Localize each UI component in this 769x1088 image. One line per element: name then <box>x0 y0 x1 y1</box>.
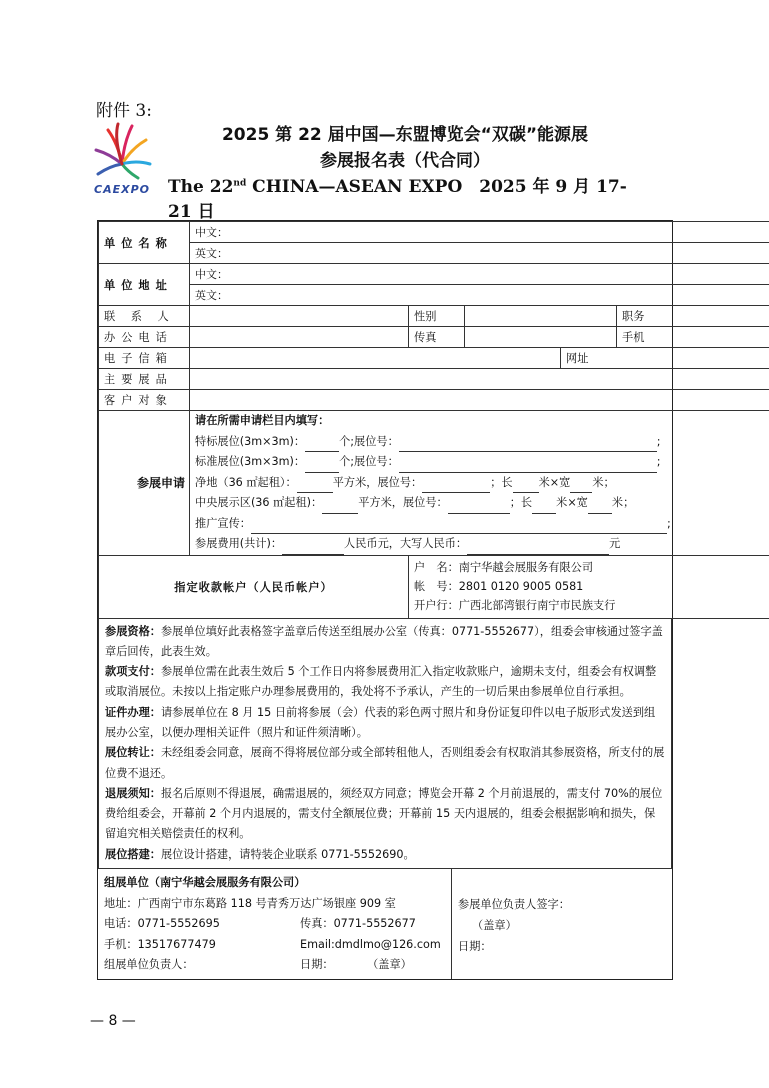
apply-line-special: 特标展位(3m×3m)： 个;展位号： ; <box>195 432 767 453</box>
fax-label: 传真 <box>409 327 465 348</box>
apply-line-promotion: 推广宣传： ; <box>195 514 767 535</box>
account-bank: 开户行：广西北部湾银行南宁市民族支行 <box>414 599 616 612</box>
raw-space-field[interactable] <box>422 479 490 493</box>
organizer-person: 组展单位负责人： <box>104 958 194 972</box>
unit-address-en-field[interactable]: 英文： <box>190 285 769 306</box>
email-label: 电子信箱 <box>99 348 190 369</box>
contact-field[interactable] <box>190 306 409 327</box>
attachment-label: 附件 3: <box>96 101 152 121</box>
apply-side-label: 参展申请 <box>99 411 190 556</box>
term-item: 退展须知：报名后原则不得退展，确需退展的，须经双方同意；博览会开幕 2 个月前退展的，需支付 70%的展位费给组委会，开幕前 2 个月内退展的，需支付全额展位费；开幕前 15 天内退展的，组委会根据影响和损失，保留追究相关赔偿责任的权利。 <box>105 786 663 841</box>
caexpo-logo <box>88 120 156 196</box>
organizer-address: 地址：广西南宁市东葛路 118 号青秀万达广场银座 909 室 <box>104 896 396 910</box>
position-field[interactable]: 职务 <box>617 306 769 327</box>
expo-dates: The 22nd CHINA—ASEAN EXPO 2025 年 9 月 17-21 日 <box>168 177 627 222</box>
logo-text: CAEXPO <box>94 183 150 196</box>
main-products-field[interactable] <box>190 369 769 390</box>
gender-label: 性别 <box>409 306 465 327</box>
page-title: 2025 第 22 届中国—东盟博览会“双碳”能源展 <box>221 125 589 145</box>
terms-section <box>98 619 672 869</box>
unit-address-label: 单位地址 <box>99 264 190 306</box>
website-field[interactable]: 网址 <box>561 348 769 369</box>
registration-form <box>97 220 673 980</box>
email-field[interactable] <box>190 348 561 369</box>
main-products-label: 主要展品 <box>99 369 190 390</box>
account-label: 指定收款帐户（人民币帐户） <box>99 555 409 618</box>
page-number: — 8 — <box>90 1013 136 1029</box>
apply-section <box>190 411 769 556</box>
exhibitor-sign-label: 参展单位负责人签字： <box>458 898 570 912</box>
term-item: 款项支付：参展单位需在此表生效后 5 个工作日内将参展费用汇入指定收款账户，逾期未支付，组委会有权调整或取消展位。未按以上指定账户办理参展费用的，我处将不予承认，产生的一切后果由参展单位自行承担。 <box>105 665 657 699</box>
exhibitor-date: 日期： <box>458 940 492 954</box>
standard-booth-field[interactable] <box>399 459 657 473</box>
office-phone-label: 办公电话 <box>99 327 190 348</box>
customers-field[interactable] <box>190 390 769 411</box>
office-phone-field[interactable] <box>190 327 409 348</box>
fax-field[interactable] <box>465 327 617 348</box>
footer-section <box>98 868 672 979</box>
unit-name-label: 单位名称 <box>99 222 190 264</box>
fee-words-field[interactable] <box>467 541 609 555</box>
exhibitor-seal: （盖章） <box>472 919 517 933</box>
organizer-phone: 电话：0771-5552695 <box>104 917 220 931</box>
apply-line-central: 中央展示区(36 ㎡起租)： 平方米，展位号： ；长 米×宽 米； <box>195 493 767 514</box>
gender-field[interactable] <box>465 306 617 327</box>
organizer-title: 组展单位（南宁华越会展服务有限公司） <box>104 876 306 890</box>
account-number: 帐 号：2801 0120 9005 0581 <box>414 580 584 593</box>
account-name: 户 名：南宁华越会展服务有限公司 <box>414 561 594 574</box>
apply-line-standard: 标准展位(3m×3m)： 个;展位号： ; <box>195 452 767 473</box>
unit-address-cn-field[interactable]: 中文： <box>190 264 769 285</box>
apply-heading: 请在所需申请栏目内填写： <box>195 414 330 427</box>
term-item: 展位转让：未经组委会同意，展商不得将展位部分或全部转租他人，否则组委会有权取消其参展资格，所支付的展位费不退还。 <box>105 746 665 780</box>
term-item: 参展资格：参展单位填好此表格签字盖章后传送至组展办公室（传真：0771-5552677），组委会审核通过签字盖章后回传，此表生效。 <box>105 624 663 658</box>
unit-name-en-field[interactable]: 英文： <box>190 243 769 264</box>
organizer-info <box>98 869 452 979</box>
customers-label: 客户对象 <box>99 390 190 411</box>
account-info <box>409 555 769 618</box>
page-subtitle: 参展报名表（代合同） <box>320 151 490 171</box>
fee-total-field[interactable] <box>282 541 344 555</box>
organizer-fax: 传真：0771-5552677 <box>300 917 416 931</box>
promotion-field[interactable] <box>251 520 667 534</box>
contact-label: 联 系 人 <box>99 306 190 327</box>
special-booth-field[interactable] <box>399 438 657 452</box>
apply-line-raw: 净地（36 ㎡起租）： 平方米，展位号： ；长 米×宽 米； <box>195 473 767 494</box>
central-zone-field[interactable] <box>448 500 510 514</box>
logo-flower-icon <box>88 120 156 182</box>
term-item: 证件办理：请参展单位在 8 月 15 日前将参展（会）代表的彩色两寸照片和身份证复印件以电子版形式发送到组展办公室，以便办理相关证件（照片和证件须清晰）。 <box>105 705 656 739</box>
organizer-mobile: 手机：13517677479 <box>104 937 216 951</box>
term-item: 展位搭建：展位设计搭建，请特装企业联系 0771-5552690。 <box>105 847 415 861</box>
unit-name-cn-field[interactable]: 中文： <box>190 222 769 243</box>
organizer-email: Email:dmdlmo@126.com <box>300 937 441 951</box>
exhibitor-sign-area[interactable] <box>452 869 672 979</box>
mobile-field[interactable]: 手机 <box>617 327 769 348</box>
apply-line-fee: 参展费用(共计)： 人民币元，大写人民币： 元 <box>195 534 767 555</box>
organizer-date-seal: 日期： （盖章） <box>300 958 412 972</box>
